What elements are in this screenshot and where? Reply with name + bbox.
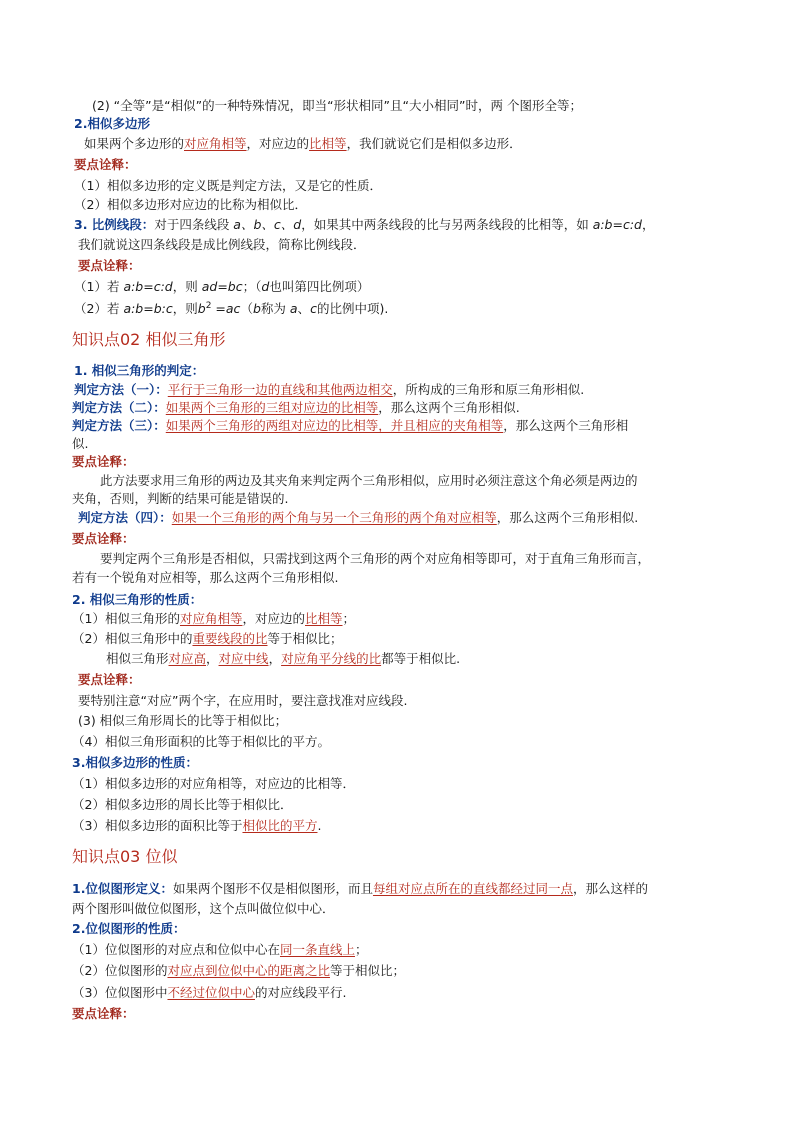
- key-point-item: （2）相似多边形对应边的比称为相似比．: [74, 197, 307, 212]
- congruence-note: (2) “全等”是“相似”的一种特殊情况，即当“形状相同”且“大小相同”时，两 个图形全等；: [92, 98, 582, 113]
- criterion-2: 判定方法（二）：如果两个三角形的三组对应边的比相等，那么这两个三角形相似.: [72, 400, 520, 415]
- key-point-paragraph-cont: 夹角，否则，判断的结果可能是错误的.: [72, 491, 289, 506]
- key-point-label: 要点诠释：: [72, 1006, 135, 1021]
- heading-similar-polygons: 2.相似多边形: [74, 116, 150, 131]
- polygon-property-2: （2）相似多边形的周长比等于相似比．: [72, 797, 293, 812]
- key-point-label: 要点诠释：: [74, 157, 137, 172]
- homothety-definition: 1.位似图形定义：如果两个图形不仅是相似图形，而且每组对应点所在的直线都经过同一点，那么这样的: [72, 881, 648, 896]
- mean-proportional-item: （2）若 a:b=b:c，则$b^2 =ac(b$称为 a、c的比例中项).: [74, 300, 389, 316]
- triangle-property-3: (3) 相似三角形周长的比等于相似比；: [78, 713, 288, 728]
- similar-polygons-definition: 如果两个多边形的对应角相等，对应边的比相等，我们就说它们是相似多边形．: [84, 136, 522, 151]
- triangle-property-2-detail: 相似三角形对应高，对应中线，对应角平分线的比都等于相似比.: [106, 651, 461, 666]
- section-title-homothety: 知识点03 位似: [72, 847, 178, 866]
- triangle-property-4: （4）相似三角形面积的比等于相似比的平方。: [72, 734, 330, 749]
- triangle-property-1: （1）相似三角形的对应角相等，对应边的比相等；: [72, 611, 356, 626]
- homothety-property-3: （3）位似图形中不经过位似中心的对应线段平行.: [72, 985, 347, 1000]
- key-point-label: 要点诠释：: [78, 672, 141, 687]
- criterion-3: 判定方法（三）：如果两个三角形的两组对应边的比相等，并且相应的夹角相等，那么这两个三角形相: [72, 418, 629, 433]
- polygon-property-3: （3）相似多边形的面积比等于相似比的平方.: [72, 818, 322, 833]
- homothety-property-1: （1）位似图形的对应点和位似中心在同一条直线上；: [72, 942, 368, 957]
- heading-triangle-properties: 2. 相似三角形的性质：: [72, 592, 203, 607]
- section-title-similar-triangles: 知识点02 相似三角形: [72, 330, 226, 349]
- homothety-property-2: （2）位似图形的对应点到位似中心的距离之比等于相似比；: [72, 963, 405, 978]
- fourth-proportional-item: （1）若 a:b=c:d，则 ad=bc；（d也叫第四比例项）: [74, 279, 370, 294]
- key-point-label: 要点诠释：: [78, 258, 141, 273]
- key-point-paragraph-cont: 若有一个锐角对应相等，那么这两个三角形相似.: [72, 570, 339, 585]
- key-point-item: （1）相似多边形的定义既是判定方法，又是它的性质．: [74, 178, 382, 193]
- proportional-segments-definition-cont: 我们就说这四条线段是成比例线段，简称比例线段．: [78, 237, 366, 252]
- key-point-paragraph: 要特别注意“对应”两个字，在应用时，要注意找准对应线段.: [78, 693, 408, 708]
- key-point-label: 要点诠释：: [72, 454, 135, 469]
- heading-polygon-properties: 3.相似多边形的性质：: [72, 755, 198, 770]
- proportional-segments-definition: 3. 比例线段：对于四条线段 a、b、c、d，如果其中两条线段的比与另两条线段的比相等，如 a:b=c:d，: [74, 217, 655, 232]
- key-point-label: 要点诠释：: [72, 531, 135, 546]
- criterion-1: 判定方法（一）：平行于三角形一边的直线和其他两边相交，所构成的三角形和原三角形相似.: [74, 382, 585, 397]
- polygon-property-1: （1）相似多边形的对应角相等，对应边的比相等．: [72, 776, 355, 791]
- key-point-paragraph: 要判定两个三角形是否相似，只需找到这两个三角形的两个对应角相等即可，对于直角三角形而言，: [100, 551, 651, 566]
- heading-triangle-criteria: 1. 相似三角形的判定：: [74, 363, 205, 378]
- triangle-property-2: （2）相似三角形中的重要线段的比等于相似比；: [72, 631, 343, 646]
- heading-homothety-properties: 2.位似图形的性质：: [72, 921, 186, 936]
- key-point-paragraph: 此方法要求用三角形的两边及其夹角来判定两个三角形相似，应用时必须注意这个角必须是两边的: [100, 473, 638, 488]
- homothety-definition-cont: 两个图形叫做位似图形，这个点叫做位似中心．: [72, 901, 335, 916]
- criterion-4: 判定方法（四）：如果一个三角形的两个角与另一个三角形的两个角对应相等，那么这两个三角形相似.: [78, 510, 639, 525]
- criterion-3-cont: 似.: [72, 436, 89, 451]
